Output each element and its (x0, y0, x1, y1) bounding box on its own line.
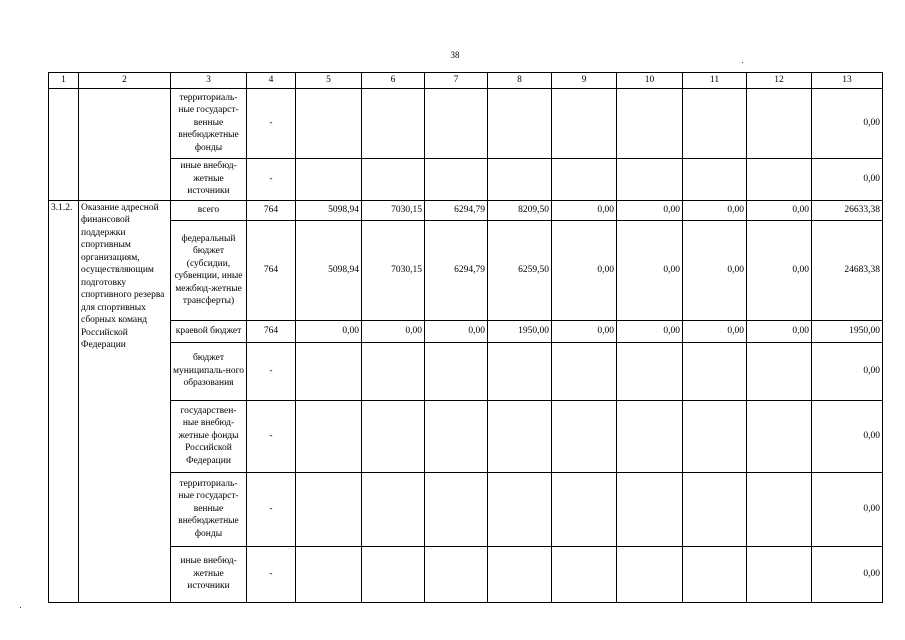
funding-source: территориаль-ные государст-венные внебюджетные фонды (171, 472, 247, 546)
item-name: Оказание адресной финансовой поддержки спортивным организациям, осуществляющим подготовку спортивного резерва для спортивных сборных команд Российской Федерации (79, 200, 171, 602)
table-row (49, 88, 883, 158)
value-cell: 5098,94 (296, 200, 362, 220)
value-cell: 0,00 (747, 200, 812, 220)
value-cell: 0,00 (747, 320, 812, 342)
column-number: 8 (488, 73, 552, 89)
value-cell: 0,00 (683, 220, 747, 320)
value-cell: 0,00 (617, 320, 683, 342)
funding-source: всего (171, 200, 247, 220)
col4-value: - (247, 342, 296, 400)
col4-value: - (247, 546, 296, 602)
table-row (49, 472, 883, 546)
funding-source: государствен-ные внебюд-жетные фонды Российской Федерации (171, 400, 247, 472)
value-cell: 8209,50 (488, 200, 552, 220)
value-cell: 0,00 (362, 320, 425, 342)
total-value: 0,00 (812, 158, 883, 200)
column-number: 1 (49, 73, 79, 89)
funding-source: федеральный бюджет (субсидии, субвенции, иные межбюд-жетные трансферты) (171, 220, 247, 320)
col4-value: - (247, 88, 296, 158)
funding-source: иные внебюд-жетные источники (171, 546, 247, 602)
column-number: 7 (425, 73, 488, 89)
value-cell: 6294,79 (425, 200, 488, 220)
column-number: 13 (812, 73, 883, 89)
funding-source: краевой бюджет (171, 320, 247, 342)
column-number: 9 (552, 73, 617, 89)
value-cell: 0,00 (552, 320, 617, 342)
col4-value: - (247, 158, 296, 200)
value-cell: 5098,94 (296, 220, 362, 320)
value-cell: 1950,00 (488, 320, 552, 342)
value-cell: 0,00 (552, 220, 617, 320)
total-value: 26633,38 (812, 200, 883, 220)
total-value: 24683,38 (812, 220, 883, 320)
header-row (49, 73, 883, 89)
col4-value: 764 (247, 220, 296, 320)
table-row (49, 320, 883, 342)
table-row (49, 200, 883, 220)
table-row (49, 546, 883, 602)
name-cell (79, 88, 171, 200)
funding-source: бюджет муниципаль-ного образования (171, 342, 247, 400)
column-number: 11 (683, 73, 747, 89)
funding-source: территориаль-ные государст-венные внебюджетные фонды (171, 88, 247, 158)
column-number: 10 (617, 73, 683, 89)
value-cell: 7030,15 (362, 220, 425, 320)
scan-speck (20, 607, 21, 608)
code-cell (49, 88, 79, 200)
col4-value: - (247, 472, 296, 546)
table-row (49, 220, 883, 320)
column-number: 12 (747, 73, 812, 89)
table-row (49, 342, 883, 400)
value-cell: 6294,79 (425, 220, 488, 320)
value-cell: 0,00 (747, 220, 812, 320)
value-cell: 0,00 (683, 200, 747, 220)
total-value: 0,00 (812, 546, 883, 602)
value-cell: 7030,15 (362, 200, 425, 220)
table-row (49, 158, 883, 200)
column-number: 2 (79, 73, 171, 89)
value-cell: 0,00 (683, 320, 747, 342)
value-cell: 6259,50 (488, 220, 552, 320)
col4-value: 764 (247, 200, 296, 220)
total-value: 0,00 (812, 342, 883, 400)
column-number: 5 (296, 73, 362, 89)
value-cell: 0,00 (296, 320, 362, 342)
column-number: 3 (171, 73, 247, 89)
funding-source: иные внебюд-жетные источники (171, 158, 247, 200)
column-number: 4 (247, 73, 296, 89)
total-value: 0,00 (812, 400, 883, 472)
col4-value: - (247, 400, 296, 472)
col4-value: 764 (247, 320, 296, 342)
value-cell: 0,00 (617, 200, 683, 220)
total-value: 0,00 (812, 472, 883, 546)
table-row (49, 400, 883, 472)
budget-table (48, 72, 883, 603)
page-number: 38 (450, 50, 460, 60)
total-value: 0,00 (812, 88, 883, 158)
item-code: 3.1.2. (49, 200, 79, 602)
value-cell: 0,00 (552, 200, 617, 220)
column-number: 6 (362, 73, 425, 89)
scan-speck (742, 62, 743, 63)
total-value: 1950,00 (812, 320, 883, 342)
value-cell: 0,00 (425, 320, 488, 342)
value-cell: 0,00 (617, 220, 683, 320)
